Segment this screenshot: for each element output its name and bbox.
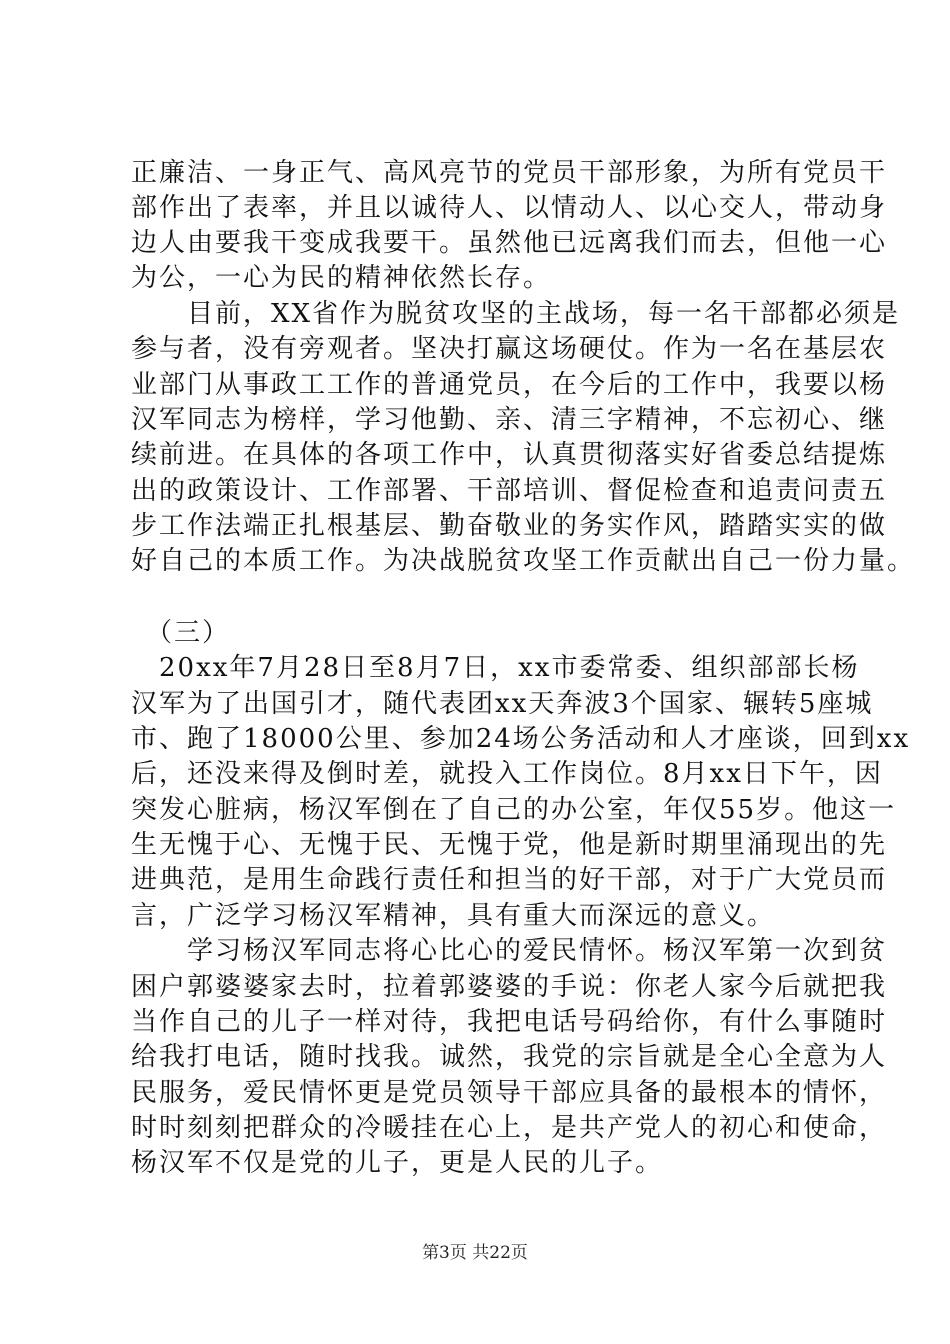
text-line: 边人由要我干变成我要干。虽然他已远离我们而去，但他一心 bbox=[131, 228, 888, 258]
text-line: 后，还没来得及倒时差，就投入工作岗位。8月xx日下午，因 bbox=[131, 759, 883, 789]
text-line: 汉军为了出国引才，随代表团xx天奔波3个国家、辗转5座城 bbox=[131, 689, 874, 719]
text-line: 言，广泛学习杨汉军精神，具有重大而深远的意义。 bbox=[131, 901, 776, 931]
page-footer: 第3页 共22页 bbox=[422, 1243, 528, 1263]
text-line: 杨汉军不仅是党的儿子，更是人民的儿子。 bbox=[131, 1148, 664, 1178]
text-line: （三） bbox=[131, 618, 231, 648]
text-line: 参与者，没有旁观者。坚决打赢这场硬仗。作为一名在基层农 bbox=[131, 334, 888, 364]
text-line: 汉军同志为榜样，学习他勤、亲、清三字精神，不忘初心、继 bbox=[131, 405, 888, 435]
text-line: 正廉洁、一身正气、高风亮节的党员干部形象，为所有党员干 bbox=[131, 158, 888, 188]
text-line: 给我打电话，随时找我。诚然，我党的宗旨就是全心全意为人 bbox=[131, 1042, 888, 1072]
text-line: 进典范，是用生命践行责任和担当的好干部，对于广大党员而 bbox=[131, 865, 888, 895]
text-line: 部作出了表率，并且以诚待人、以情动人、以心交人，带动身 bbox=[131, 193, 888, 223]
text-line: 出的政策设计、工作部署、干部培训、督促检查和追责问责五 bbox=[131, 476, 888, 506]
text-line: 步工作法端正扎根基层、勤奋敬业的务实作风，踏踏实实的做 bbox=[131, 511, 888, 541]
text-line: 当作自己的儿子一样对待，我把电话号码给你，有什么事随时 bbox=[131, 1007, 888, 1037]
text-line: 时时刻刻把群众的冷暖挂在心上，是共产党人的初心和使命， bbox=[131, 1113, 888, 1143]
text-line: 业部门从事政工工作的普通党员，在今后的工作中，我要以杨 bbox=[131, 370, 888, 400]
text-line: 市、跑了18000公里、参加24场公务活动和人才座谈，回到xx bbox=[131, 724, 911, 754]
text-line: 好自己的本质工作。为决战脱贫攻坚工作贡献出自己一份力量。 bbox=[131, 546, 916, 576]
text-line: 民服务，爱民情怀更是党员领导干部应具备的最根本的情怀， bbox=[131, 1078, 888, 1108]
text-line: 困户郭婆婆家去时，拉着郭婆婆的手说：你老人家今后就把我 bbox=[131, 972, 888, 1002]
text-line: 目前，XX省作为脱贫攻坚的主战场，每一名干部都必须是 bbox=[131, 299, 901, 329]
text-line: 生无愧于心、无愧于民、无愧于党，他是新时期里涌现出的先 bbox=[131, 830, 888, 860]
text-line: 学习杨汉军同志将心比心的爱民情怀。杨汉军第一次到贫 bbox=[131, 936, 888, 966]
text-line: 续前进。在具体的各项工作中，认真贯彻落实好省委总结提炼 bbox=[131, 440, 888, 470]
text-line: 为公，一心为民的精神依然长存。 bbox=[131, 263, 552, 293]
text-line: 突发心脏病，杨汉军倒在了自己的办公室，年仅55岁。他这一 bbox=[131, 795, 897, 825]
text-line: 20xx年7月28日至8月7日，xx市委常委、组织部部长杨 bbox=[131, 653, 860, 683]
